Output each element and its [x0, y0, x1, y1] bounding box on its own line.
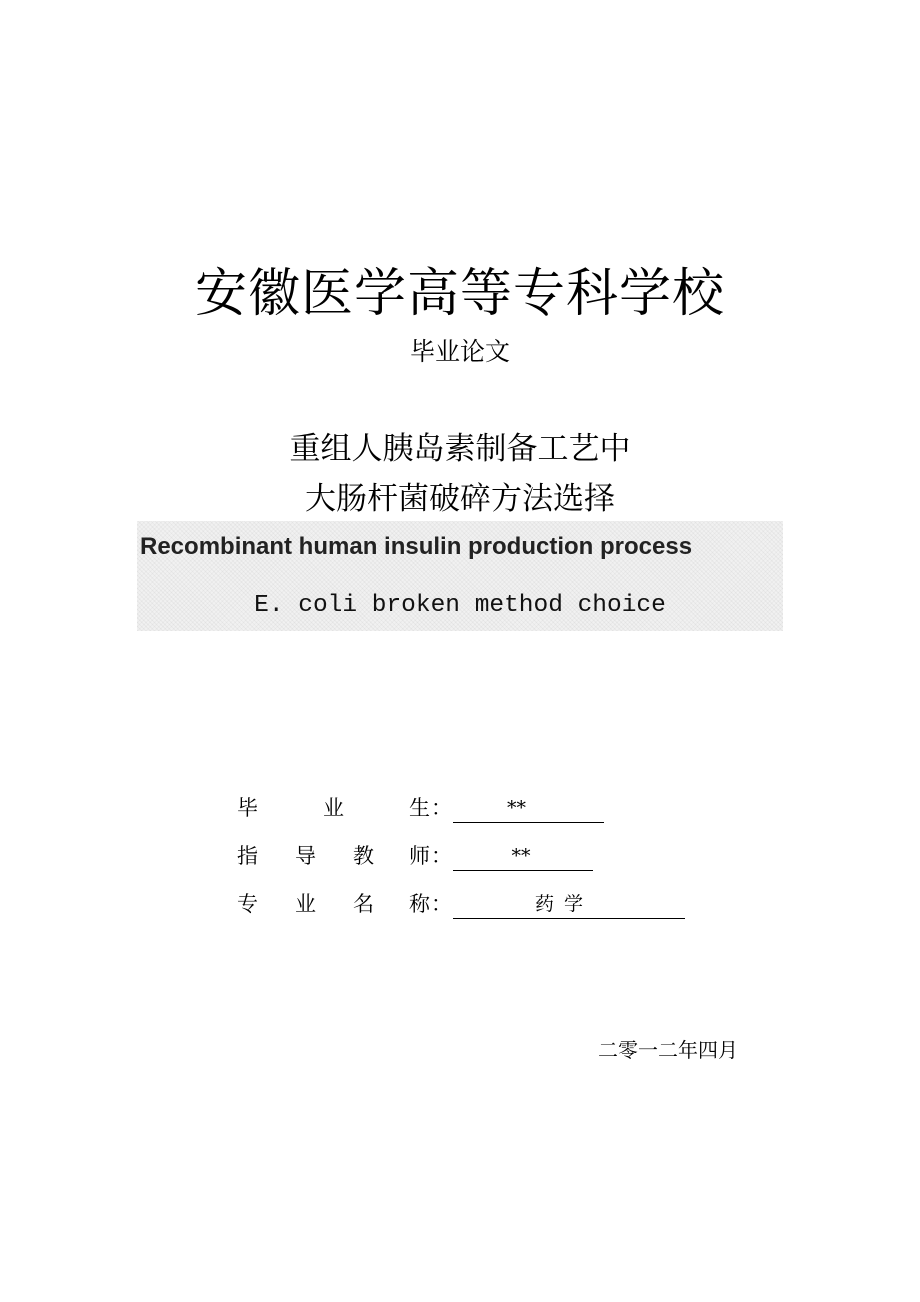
advisor-colon: ： [431, 844, 452, 868]
major-label-char-3: 名 [353, 892, 374, 916]
major-value [453, 890, 685, 919]
advisor-label [237, 840, 437, 872]
major-label-char-4: 称 [409, 892, 430, 916]
graduate-value [453, 794, 604, 823]
major-label [237, 888, 437, 920]
major-label-char-2: 业 [295, 892, 316, 916]
advisor-value-text: ** [511, 845, 531, 867]
graduate-colon: ： [431, 796, 452, 820]
graduate-label-char-3: 生 [409, 796, 430, 820]
school-name: 安徽医学高等专科学校 [194, 264, 725, 324]
submission-date: 二零一二年四月 [598, 1038, 738, 1062]
advisor-label-char-4: 师 [409, 844, 430, 868]
thesis-title-cn-line-1: 重组人胰岛素制备工艺中 [289, 431, 631, 467]
advisor-value [453, 842, 593, 871]
major-label-char-1: 专 [237, 892, 258, 916]
thesis-title-cn-line-2: 大肠杆菌破碎方法选择 [305, 481, 615, 517]
graduate-label [237, 792, 437, 824]
advisor-label-char-3: 教 [353, 844, 374, 868]
graduate-value-text: ** [507, 797, 526, 819]
thesis-title-en-line-1: Recombinant human insulin production process [140, 533, 693, 560]
thesis-title-en-line-2: E. coli broken method choice [254, 592, 666, 619]
graduate-label-char-2: 业 [323, 796, 344, 820]
major-colon: ： [431, 892, 452, 916]
document-type: 毕业论文 [409, 337, 510, 366]
english-title-block [137, 521, 783, 631]
advisor-label-char-1: 指 [237, 844, 258, 868]
graduate-label-char-1: 毕 [237, 796, 258, 820]
advisor-label-char-2: 导 [295, 844, 316, 868]
major-value-text: 药学 [534, 893, 593, 915]
